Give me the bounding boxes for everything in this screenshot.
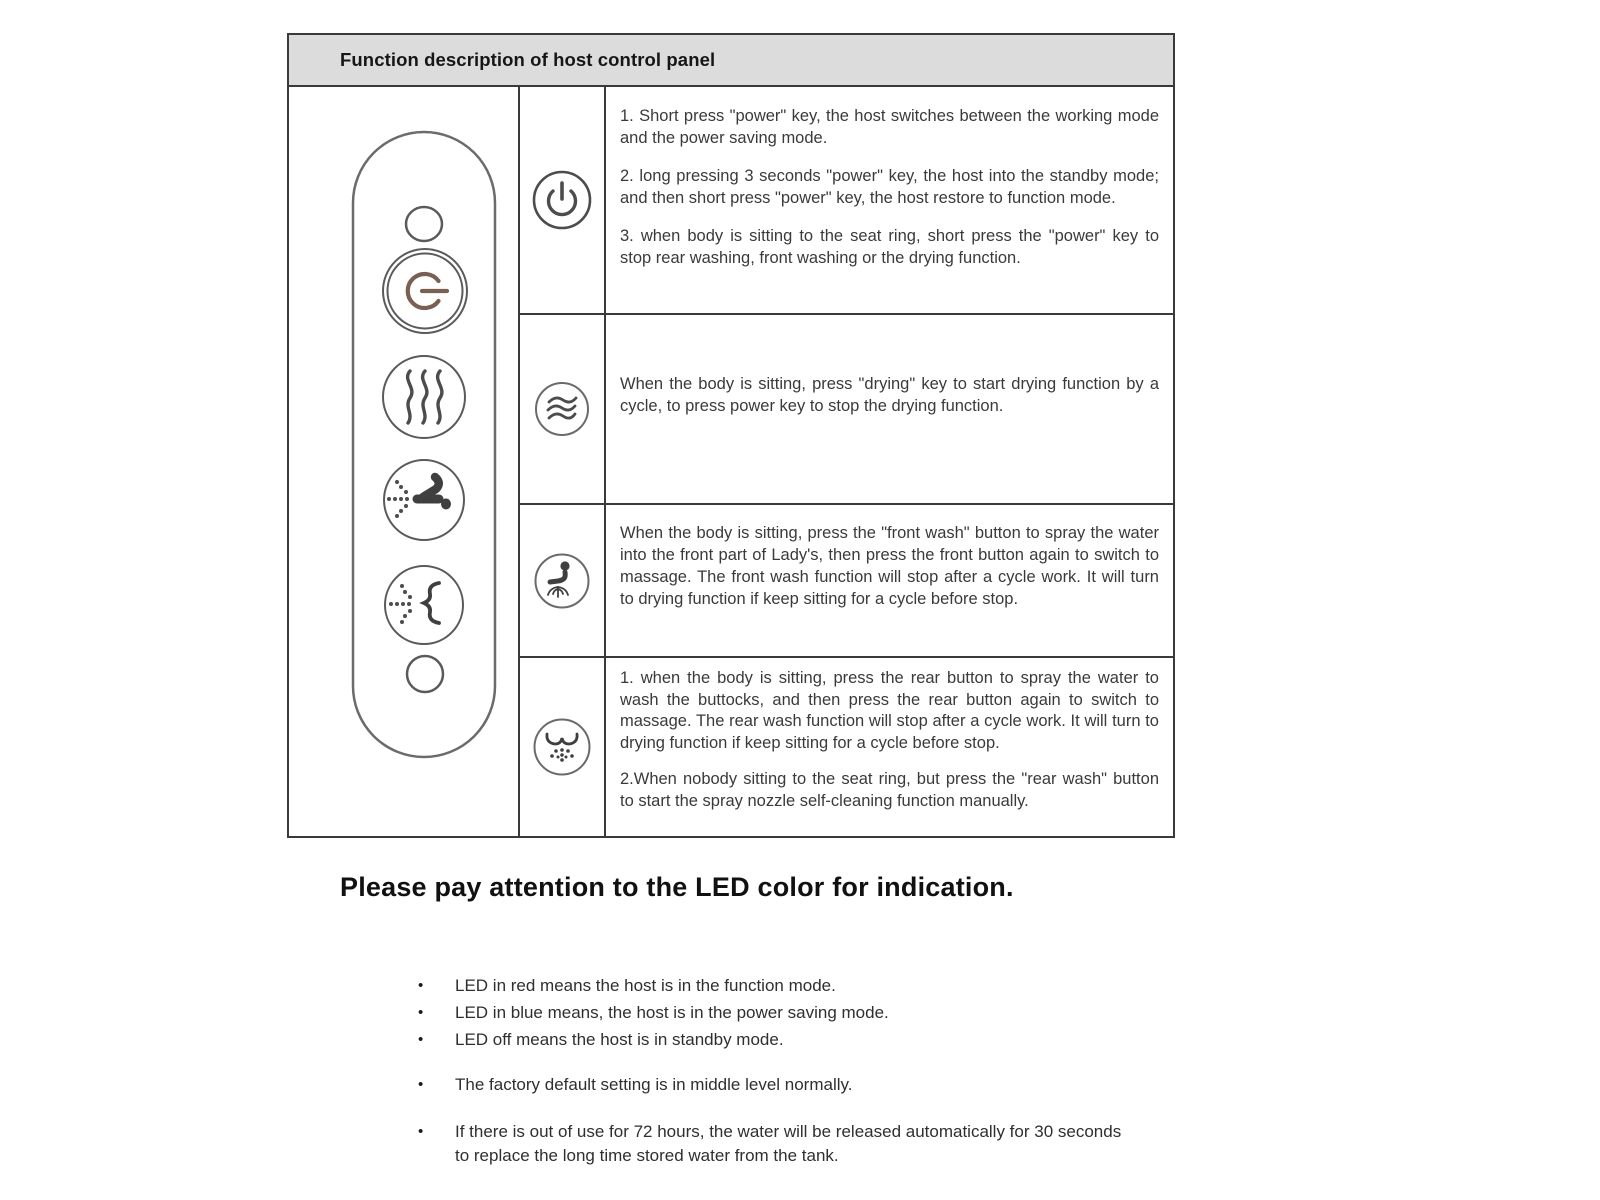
control-panel-illustration (289, 87, 520, 836)
table-body (289, 87, 1173, 836)
front-wash-description (606, 505, 1173, 656)
drying-button (383, 356, 465, 438)
seat-sensor-dot (407, 656, 443, 692)
drying-row (520, 315, 1173, 505)
power-icon-cell (520, 87, 606, 313)
paragraph: When the body is sitting, press the "front wash" button to spray the water into the front part of Lady's, then press the front button again to switch to massage. The front wash function will stop after a cycle work. It will turn to drying function if keep sitting for a cycle before stop. (620, 524, 1159, 608)
led-indicator (406, 207, 442, 241)
control-panel-drawing (289, 87, 520, 836)
power-description (606, 87, 1173, 313)
led-section-heading: Please pay attention to the LED color for indication. (340, 872, 1014, 902)
front-wash-button (385, 566, 463, 644)
rear-wash-description (606, 658, 1173, 836)
function-description-table (287, 33, 1175, 838)
spray-dots (387, 480, 409, 518)
spray-dots (550, 748, 574, 762)
spray-dots (389, 584, 412, 624)
paragraph: 2.When nobody sitting to the seat ring, but press the "rear wash" button to start the spray nozzle self-cleaning function manually. (620, 770, 1159, 810)
power-button (383, 249, 467, 333)
table-header: Function description of host control panel (289, 35, 1173, 87)
bullet-item: • The factory default setting is in middle level normally. (410, 1071, 1140, 1098)
drying-description (606, 315, 1173, 503)
bullet-item: • LED in blue means, the host is in the power saving mode. (410, 999, 1140, 1026)
bullet-item: • If there is out of use for 72 hours, the water will be released automatically for 30 seconds to replace the long time stored water from the tank. (410, 1120, 1135, 1168)
function-rows (520, 87, 1173, 836)
rear-wash-icon-cell (520, 658, 606, 836)
drying-icon (533, 380, 591, 438)
paragraph: 3. when body is sitting to the seat ring, short press the "power" key to stop rear washing, front washing or the drying function. (620, 227, 1159, 267)
paragraph: 2. long pressing 3 seconds "power" key, the host into the standby mode; and then short press "power" key, the host restore to function mode. (620, 167, 1159, 207)
rear-wash-button (384, 460, 464, 540)
front-wash-row (520, 505, 1173, 658)
bullet-item: • LED in red means the host is in the function mode. (410, 972, 1140, 999)
paragraph: 1. Short press "power" key, the host switches between the working mode and the power saving mode. (620, 107, 1159, 147)
rear-wash-icon (531, 716, 593, 778)
front-wash-icon (532, 551, 592, 611)
power-row (520, 87, 1173, 315)
led-bullet-list (410, 972, 1140, 1168)
bullet-item: • LED off means the host is in standby mode. (410, 1026, 1140, 1053)
front-wash-icon-cell (520, 505, 606, 656)
drying-icon-cell (520, 315, 606, 503)
panel-body-outline (353, 132, 495, 757)
paragraph: When the body is sitting, press "drying" key to start drying function by a cycle, to press power key to stop the drying function. (620, 375, 1159, 415)
paragraph: 1. when the body is sitting, press the rear button to spray the water to wash the buttocks, and then press the rear button again to switch to massage. The rear wash function will stop after a cycle work. It will turn to drying function if keep sitting for a cycle before stop. (620, 669, 1159, 752)
power-icon (531, 169, 593, 231)
rear-wash-row (520, 658, 1173, 836)
